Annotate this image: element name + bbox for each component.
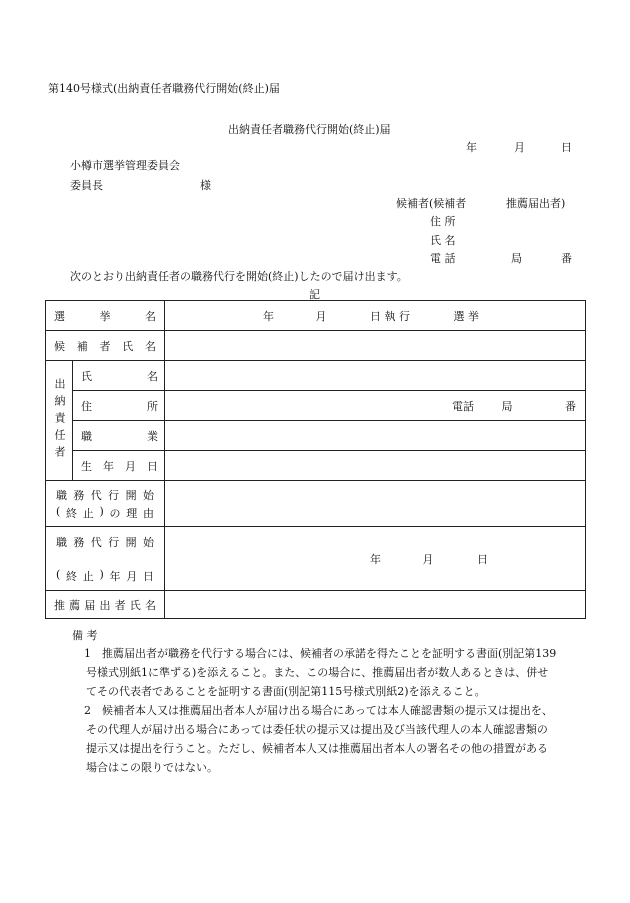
note2-line4: 場合はこの限りではない。 xyxy=(86,761,218,774)
treasurer-birthdate-row xyxy=(46,451,586,481)
note2-line3: 提示又は提出を行うこと。ただし、候補者本人又は推薦届出者本人の署名その他の措置がある xyxy=(86,742,548,755)
treasurer-phone-number: 番 xyxy=(565,399,576,413)
treasurer-phone-label: 電話 xyxy=(452,399,474,413)
start-day: 日 xyxy=(477,552,488,566)
candidate-label: 候 補 者 氏 名 xyxy=(54,339,156,353)
submitter-phone-station: 局 xyxy=(511,252,522,265)
candidate-label-cell xyxy=(46,331,165,361)
note2-line1: 2 候補者本人又は推薦届出者本人が届け出る場合にあっては本人確認書類の提示又は提出を、 xyxy=(84,704,553,717)
form-table xyxy=(45,300,586,619)
start-label-cell xyxy=(46,527,165,591)
treasurer-birthdate-label: 生 年 月 日 xyxy=(81,459,158,473)
election-year: 年 xyxy=(263,309,274,323)
note1-line1: 1 推薦届出者が職務を代行する場合には、候補者の承諾を得たことを証明する書面(別記第139 xyxy=(84,647,557,660)
election-suffix: 選 挙 xyxy=(453,309,479,323)
reason-row xyxy=(46,481,586,527)
treasurer-name-label-cell xyxy=(73,361,165,391)
addressee-committee: 小樽市選挙管理委員会 xyxy=(70,159,180,172)
submitter-address-label: 住 所 xyxy=(430,215,456,228)
treasurer-name-value[interactable] xyxy=(165,361,586,391)
treasurer-address-value[interactable] xyxy=(165,391,586,421)
start-label-line1: 職 務 代 行 開 始 xyxy=(56,535,154,549)
reason-label-line2: ( 終 止 ) の 理 由 xyxy=(56,504,154,520)
treasurer-address-label-cell xyxy=(73,391,165,421)
treasurer-name-row xyxy=(46,361,586,391)
note-1 xyxy=(84,644,556,701)
treasurer-address-label: 住 所 xyxy=(81,399,158,413)
notes-heading: 備 考 xyxy=(72,629,98,642)
submitter-name-label: 氏 名 xyxy=(430,234,456,247)
reason-label-line1: 職 務 代 行 開 始 xyxy=(56,488,154,502)
date-month: 月 xyxy=(514,141,525,154)
treasurer-birthdate-value[interactable] xyxy=(165,451,586,481)
treasurer-occupation-label: 職 業 xyxy=(81,429,158,443)
treasurer-name-label: 氏 名 xyxy=(81,369,158,383)
note1-line2: 号様式別紙1に準ずる)を添えること。また、この場合に、推薦届出者が数人あるときは、併せ xyxy=(86,666,549,679)
candidate-value-cell[interactable] xyxy=(165,331,586,361)
ki-heading: 記 xyxy=(309,288,320,301)
election-row xyxy=(46,301,586,331)
recommender-value[interactable] xyxy=(165,591,586,619)
start-label-line2: ( 終 止 ) 年 月 日 xyxy=(56,567,154,583)
treasurer-occupation-row xyxy=(46,421,586,451)
election-day-held: 日 執 行 xyxy=(370,309,410,323)
document-title: 出納責任者職務代行開始(終止)届 xyxy=(228,123,391,136)
election-label-cell xyxy=(46,301,165,331)
date-day: 日 xyxy=(561,141,572,154)
form-number: 第140号様式(出納責任者職務代行開始(終止)届 xyxy=(48,82,280,95)
note2-line2: その代理人が届け出る場合にあっては委任状の提示又は提出及び当該代理人の本人確認書類の xyxy=(86,723,548,736)
addressee-honorific: 様 xyxy=(200,179,211,192)
start-month: 月 xyxy=(422,552,434,566)
treasurer-occupation-value[interactable] xyxy=(165,421,586,451)
submitter-role: 候補者(候補者 xyxy=(396,197,467,210)
submitter-phone-number: 番 xyxy=(561,252,572,265)
start-date-row xyxy=(46,527,586,591)
recommender-label: 推 薦 届 出 者 氏 名 xyxy=(54,598,156,612)
start-date-value[interactable] xyxy=(165,527,586,591)
recommender-label-cell xyxy=(46,591,165,619)
election-label: 選 挙 名 xyxy=(54,309,156,323)
reason-value[interactable] xyxy=(165,481,586,527)
reason-label-cell xyxy=(46,481,165,527)
start-year: 年 xyxy=(370,552,381,566)
treasurer-phone-station: 局 xyxy=(501,399,513,413)
treasurer-label-cell xyxy=(46,361,73,481)
treasurer-birthdate-label-cell xyxy=(73,451,165,481)
treasurer-occupation-label-cell xyxy=(73,421,165,451)
addressee-chair: 委員長 xyxy=(70,179,103,192)
candidate-row xyxy=(46,331,586,361)
submitter-role-alt: 推薦届出者) xyxy=(506,197,566,210)
note-2 xyxy=(84,701,553,777)
election-value-cell[interactable] xyxy=(165,301,586,331)
treasurer-address-row xyxy=(46,391,586,421)
election-month: 月 xyxy=(315,309,327,323)
recommender-row xyxy=(46,591,586,619)
date-year: 年 xyxy=(466,141,477,154)
submitter-phone-label: 電 話 xyxy=(430,252,456,265)
note1-line3: てその代表者であることを証明する書面(別記第115号様式別紙2)を添えること。 xyxy=(86,685,486,698)
intro-text: 次のとおり出納責任者の職務代行を開始(終止)したので届け出ます。 xyxy=(70,270,408,283)
treasurer-label: 出納責任者 xyxy=(53,378,66,463)
